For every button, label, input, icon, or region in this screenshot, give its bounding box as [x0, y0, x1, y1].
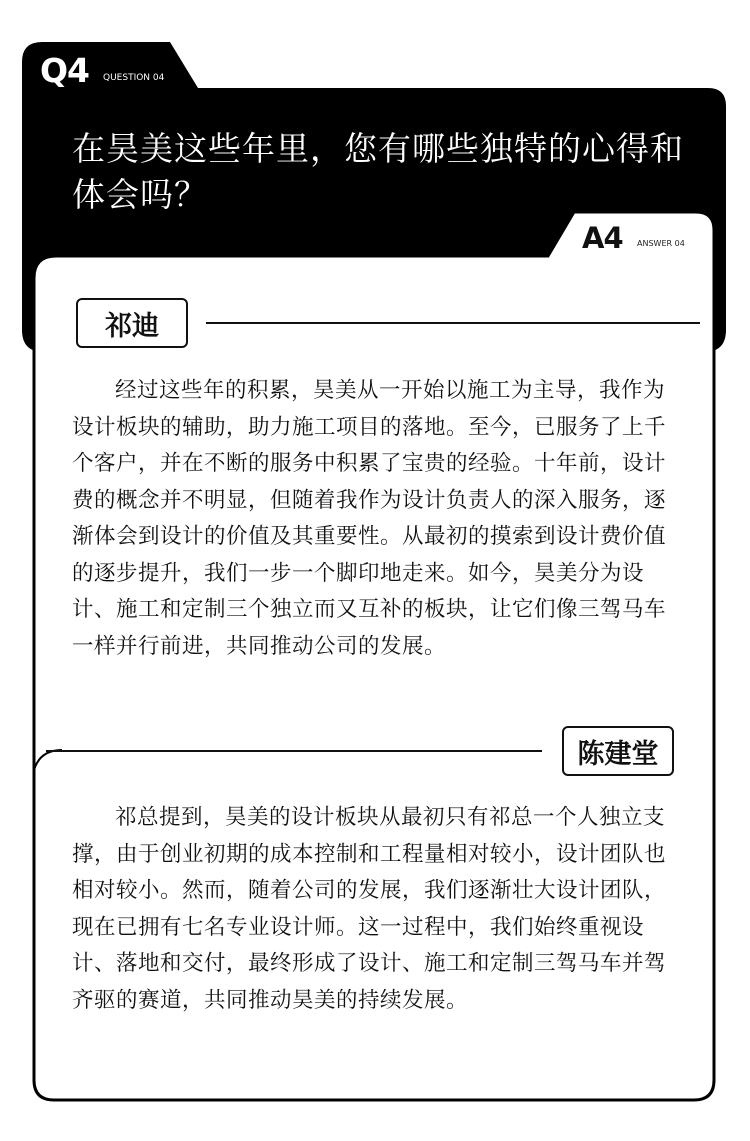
answer-paragraph: 经过这些年的积累，昊美从一开始以施工为主导，我作为设计板块的辅助，助力施工项目的落地。至今，已服务了上千个客户，并在不断的服务中积累了宝贵的经验。十年前，设计费的概念并不明显，但随着我作为设计负责人的深入服务，逐渐体会到设计的价值及其重要性。从最初的摸索到设计费价值的逐步提升，我们一步一个脚印地走来。如今，昊美分为设计、施工和定制三个独立而又互补的板块，让它们像三驾马车一样并行前进，共同推动公司的发展。 — [72, 378, 667, 659]
question-number: Q4 — [40, 51, 90, 90]
divider-line — [206, 322, 700, 324]
answer-number-caption: ANSWER 04 — [637, 239, 685, 248]
question-text: 在昊美这些年里，您有哪些独特的心得和体会吗？ — [72, 129, 684, 214]
speaker-name-badge: 陈建堂 — [562, 726, 674, 776]
divider-line — [46, 750, 542, 752]
answer-number: A4 — [582, 221, 623, 255]
question-number-caption: QUESTION 04 — [103, 73, 165, 83]
answer-paragraph: 祁总提到，昊美的设计板块从最初只有祁总一个人独立支撑，由于创业初期的成本控制和工程量相对较小，设计团队也相对较小。然而，随着公司的发展，我们逐渐壮大设计团队，现在已拥有七名专业设计师。这一过程中，我们始终重视设计、落地和交付，最终形成了设计、施工和定制三驾马车并驾齐驱的赛道，共同推动昊美的持续发展。 — [72, 805, 667, 1013]
speaker-name-badge: 祁迪 — [76, 298, 188, 348]
